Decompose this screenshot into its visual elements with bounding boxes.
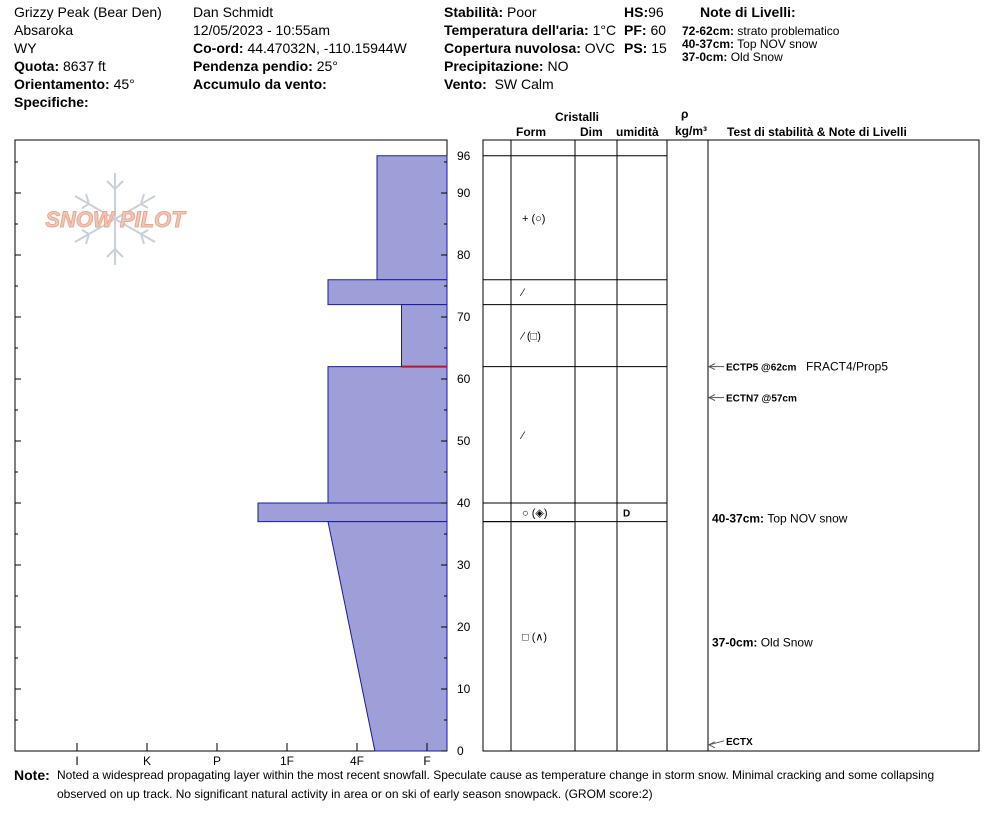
grain-form-symbol: □ (∧) [522, 631, 548, 644]
elevation-value: 8637 ft [63, 58, 106, 74]
hardness-tick-label: 4F [349, 754, 365, 768]
grain-form-symbol: ⁄ (□) [522, 330, 541, 343]
stability-notes-header: Test di stabilità & Note di Livelli [727, 125, 907, 139]
grain-form-symbol: + (○) [522, 212, 546, 225]
hardness-tick-label: I [75, 754, 79, 768]
location-name: Grizzy Peak (Bear Den) [14, 4, 162, 20]
hardness-layer [402, 305, 448, 367]
elevation-label: Quota: [14, 58, 60, 74]
layer-note-range: 40-37cm: [682, 37, 735, 51]
rho-header: ρ [681, 107, 689, 121]
grain-form-symbol: ⁄ [522, 429, 524, 442]
hardness-tick-label: K [142, 754, 152, 768]
slope-value: 25° [316, 58, 338, 74]
layer-note-range: 37-0cm: [682, 50, 728, 64]
logo-text: SNOW PILOT [45, 207, 185, 232]
aspect-label: Orientamento: [14, 76, 110, 92]
height-tick-label: 80 [457, 248, 471, 262]
grain-form-symbol: ○ (◈) [522, 507, 548, 520]
stability-test-result: ECTX [726, 736, 753, 748]
stability-value: Poor [507, 4, 537, 20]
wind-label: Vento: [444, 76, 487, 92]
layer-note-text: Old Snow [730, 50, 783, 64]
hardness-layer [377, 156, 447, 280]
pf-label: PF: [624, 22, 647, 38]
layer-comment-range: 40-37cm: [712, 511, 768, 526]
hardness-layer [328, 522, 447, 751]
height-tick-label: 90 [457, 186, 471, 200]
hardness-layer [258, 503, 447, 522]
height-tick-label: 70 [457, 310, 471, 324]
aspect-value: 45° [113, 76, 135, 92]
profile-table-frame [483, 140, 979, 751]
hardness-layer [328, 367, 447, 503]
height-tick-label: 30 [457, 558, 471, 572]
layer-comment [712, 636, 813, 650]
stability-test-result: ECTN7 @57cm [726, 393, 797, 405]
stability-test-note: FRACT4/Prop5 [806, 359, 889, 374]
hardness-tick-label: P [212, 754, 222, 768]
pf-value: 60 [650, 22, 667, 38]
snowpilot-logo [45, 173, 186, 265]
air-temp-value: 1°C [592, 22, 617, 38]
dim-header: Dim [580, 125, 603, 139]
specifics-label: Specifiche: [14, 94, 89, 110]
air-temp-label: Temperatura dell'aria: [444, 22, 589, 38]
height-tick-label: 0 [457, 744, 464, 758]
slope-label: Pendenza pendio: [193, 58, 313, 74]
note-line-1: Noted a widespread propagating layer within the most recent snowfall. Speculate cause as temperature change in storm snow. Minimal cracking and some collapsing [57, 768, 935, 782]
hardness-tick-label: 1F [279, 754, 295, 768]
mountain-range: Absaroka [14, 22, 74, 38]
layer-note-text: Top NOV snow [737, 37, 818, 51]
layer-note-range: 72-62cm: [682, 24, 735, 38]
cloud-label: Copertura nuvolosa: [444, 40, 581, 56]
layer-notes-title: Note di Livelli: [700, 4, 796, 20]
wind-loading-label: Accumulo da vento: [193, 76, 327, 92]
layer-note-text: strato problematico [737, 24, 840, 38]
ps-value: 15 [651, 40, 667, 56]
state: WY [14, 40, 37, 56]
height-tick-label: 96 [457, 148, 471, 163]
test-arrow-head [709, 742, 715, 748]
layer-comment-text: Top NOV snow [767, 511, 848, 526]
note-line-2: observed on up track. No significant natural activity in area or on ski of early season snowpack. (GROM score:2) [57, 787, 653, 801]
density-unit-header: kg/m³ [675, 124, 708, 138]
note-label: Note: [14, 767, 50, 783]
stability-label: Stabilità: [444, 4, 504, 20]
layer-comment-text: Old Snow [760, 635, 813, 650]
coord-label: Co-ord: [193, 40, 244, 56]
grain-form-symbol: ⁄ [522, 287, 524, 300]
hardness-layer [328, 280, 447, 305]
observation-datetime: 12/05/2023 - 10:55am [193, 22, 330, 38]
form-header: Form [516, 125, 546, 139]
wind-value: SW Calm [494, 76, 554, 92]
coord-value: 44.47032N, -110.15944W [247, 40, 407, 56]
layer-comment-range: 37-0cm: [712, 635, 761, 650]
crystals-header: Cristalli [555, 110, 600, 124]
observer-name: Dan Schmidt [193, 4, 274, 20]
height-tick-label: 20 [457, 620, 471, 634]
height-tick-label: 60 [457, 372, 471, 386]
precip-value: NO [547, 58, 569, 74]
height-tick-label: 50 [457, 434, 471, 448]
cloud-value: OVC [584, 40, 616, 56]
height-tick-label: 40 [457, 496, 471, 510]
layer-comment [712, 512, 848, 526]
moisture-value: D [623, 508, 631, 520]
moisture-header: umidità [616, 125, 659, 139]
height-tick-label: 10 [457, 682, 471, 696]
hs-label: HS: [624, 4, 649, 20]
stability-test-result: ECTP5 @62cm [726, 362, 797, 374]
hardness-tick-label: F [423, 754, 431, 768]
precip-label: Precipitazione: [444, 58, 544, 74]
ps-label: PS: [624, 40, 648, 56]
hs-value: 96 [648, 4, 664, 20]
